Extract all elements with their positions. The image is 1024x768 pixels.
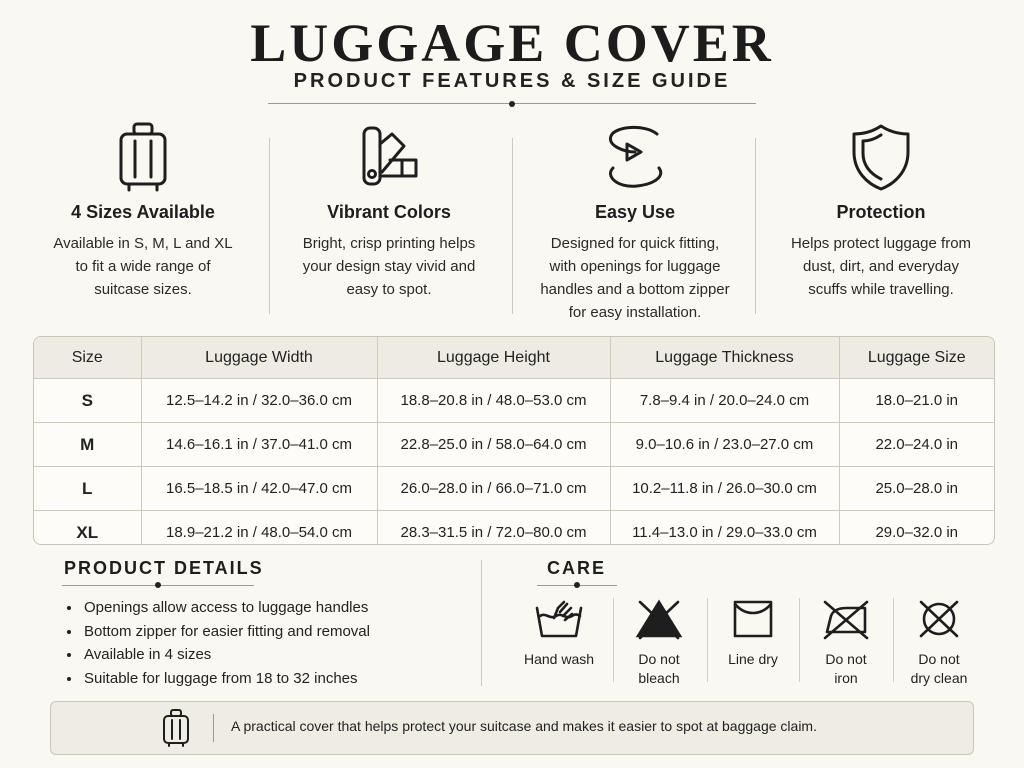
table-cell: 28.3–31.5 in / 72.0–80.0 cm [377,511,610,546]
feature-divider [755,138,756,314]
feature-desc-line: your design stay vivid and [302,258,476,275]
care-item-do-not-dry-clean [893,596,985,688]
list-item: • Openings allow access to luggage handles [82,596,370,620]
page-subtitle: PRODUCT FEATURES & SIZE GUIDE [293,70,731,92]
feature-desc-line: handles and a bottom zipper [540,281,730,298]
footer-divider [213,714,214,742]
table-cell: 10.2–11.8 in / 26.0–30.0 cm [610,467,839,511]
suitcase-icon [20,120,266,194]
care-label-line: Hand wash [523,651,595,667]
feature-easy-use [512,118,758,328]
color-swatch-icon [266,120,512,194]
product-details-list [62,596,370,690]
care-label [893,650,985,688]
care-label [513,650,605,669]
table-cell: 29.0–32.0 in [875,524,959,541]
column-header-thickness: Luggage Thickness [610,337,839,379]
feature-colors [266,118,512,328]
suitcase-icon [161,708,191,748]
feature-title: 4 Sizes Available [71,202,215,222]
feature-description [34,232,252,301]
care-label-line: Do not [918,651,960,667]
list-item: • Bottom zipper for easier fitting and removal [82,620,370,644]
table-row [34,467,994,511]
feature-title: Vibrant Colors [327,202,451,222]
table-cell: 25.0–28.0 in [839,467,994,511]
section-divider [481,560,482,686]
feature-description [280,232,498,301]
table-cell: 7.8–9.4 in / 20.0–24.0 cm [610,379,839,423]
do-not-iron-icon [800,596,892,642]
product-details-title: PRODUCT DETAILS [64,558,264,578]
table-cell: 18.8–20.8 in / 48.0–53.0 cm [377,379,610,423]
table-cell: 18.9–21.2 in / 48.0–54.0 cm [141,511,377,546]
hand-wash-icon [513,596,605,642]
care-item-hand-wash [513,596,605,669]
shield-icon [758,120,1004,194]
title-divider-dot [509,101,515,107]
easy-fit-arrow-icon [512,120,758,194]
column-header-size: Size [34,337,141,379]
feature-title: Protection [836,202,926,222]
table-cell: 18.0–21.0 in [839,379,994,423]
feature-desc-line: with openings for luggage [549,258,721,275]
line-dry-icon [707,596,799,642]
feature-sizes [20,118,266,328]
feature-desc-line: easy to spot. [346,281,432,298]
feature-desc-line: to fit a wide range of [75,258,211,275]
table-cell-size: M [34,423,141,467]
table-cell: 22.0–24.0 in [839,423,994,467]
care-label [613,650,705,688]
care-item-do-not-bleach [613,596,705,688]
feature-protection [758,118,1004,328]
column-header-width: Luggage Width [141,337,377,379]
footer-banner [50,701,974,755]
list-item: • Available in 4 sizes [82,643,370,667]
feature-desc-line: suitcase sizes. [94,281,192,298]
table-cell: 26.0–28.0 in / 66.0–71.0 cm [377,467,610,511]
feature-description [526,232,744,324]
feature-desc-line: Bright, crisp printing helps [302,235,476,252]
care-label [800,650,892,688]
feature-desc-line: Available in S, M, L and XL [53,235,233,252]
feature-desc-line: Designed for quick fitting, [550,235,720,252]
do-not-dry-clean-icon [893,596,985,642]
care-label-line: bleach [638,670,680,686]
table-header-row [34,337,994,379]
feature-desc-line: for easy installation. [568,304,702,321]
column-header-height: Luggage Height [377,337,610,379]
care-label-line: Do not [638,651,680,667]
column-header-luggage-size: Luggage Size [839,337,994,379]
table-row [34,511,994,546]
feature-desc-line: Helps protect luggage from [790,235,972,252]
table-cell-size: L [34,467,141,511]
table-cell: 22.8–25.0 in / 58.0–64.0 cm [377,423,610,467]
table-cell: 11.4–13.0 in / 29.0–33.0 cm [610,511,839,546]
care-title: CARE [547,558,607,578]
table-cell: 16.5–18.5 in / 42.0–47.0 cm [141,467,377,511]
table-cell: 9.0–10.6 in / 23.0–27.0 cm [610,423,839,467]
footer-text: A practical cover that helps protect your suitcase and makes it easier to spot at baggage claim. [231,718,817,734]
care-label-line: dry clean [910,670,968,686]
feature-desc-line: dust, dirt, and everyday [803,258,959,275]
feature-desc-line: scuffs while travelling. [808,281,954,298]
feature-description [772,232,990,301]
care-divider-dot [574,582,580,588]
care-label-line: Do not [825,651,867,667]
table-cell: 14.6–16.1 in / 37.0–41.0 cm [141,423,377,467]
table-cell-size: XL [34,511,141,546]
care-label-line: iron [834,670,858,686]
list-item: • Suitable for luggage from 18 to 32 inches [82,667,370,691]
care-item-line-dry [707,596,799,669]
care-label [707,650,799,669]
feature-title: Easy Use [594,202,676,222]
table-row [34,423,994,467]
do-not-bleach-icon [613,596,705,642]
table-row [34,379,994,423]
care-label-line: Line dry [728,651,778,667]
size-guide-table [33,336,995,545]
product-details-divider-dot [155,582,161,588]
page-title: LUGGAGE COVER [250,13,774,73]
features-row [20,118,1004,328]
table-cell-size: S [34,379,141,423]
care-item-do-not-iron [800,596,892,688]
table-cell: 12.5–14.2 in / 32.0–36.0 cm [141,379,377,423]
